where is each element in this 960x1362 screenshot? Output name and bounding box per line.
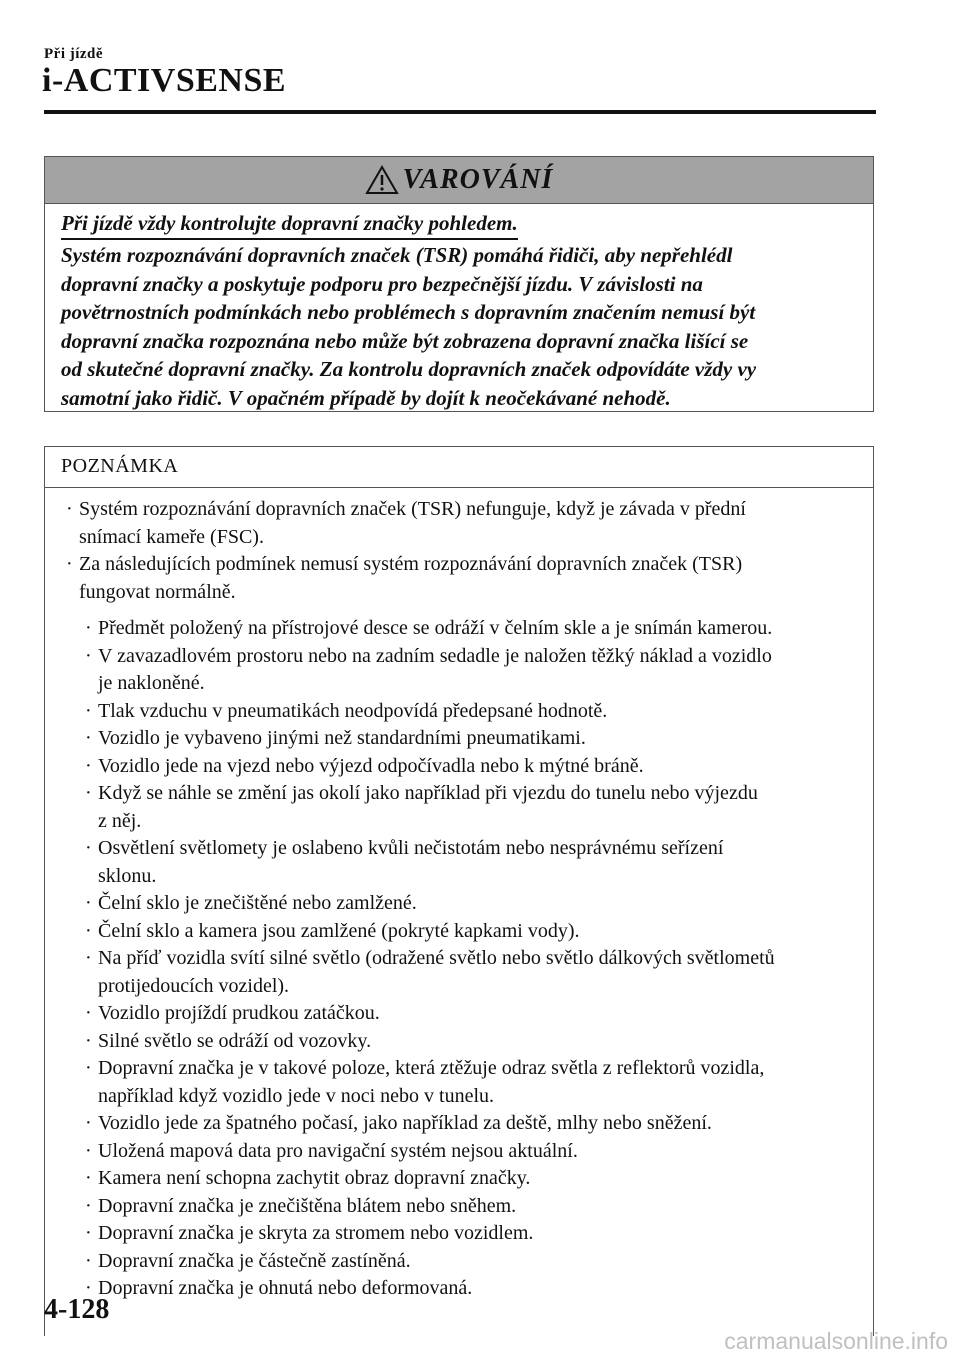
list-item xyxy=(85,643,868,698)
list-item-line xyxy=(85,1275,868,1303)
bullet-icon: · xyxy=(85,892,92,914)
warning-line: dopravní značky a poskytuje podporu pro bezpečnější jízdu. V závislosti na xyxy=(61,271,703,296)
list-item xyxy=(85,918,868,946)
bullet-icon: · xyxy=(85,1139,92,1162)
warning-line: od skutečné dopravní značky. Za kontrolu dopravních značek odpovídáte vždy vy xyxy=(61,357,757,381)
bullet-icon: · xyxy=(85,1277,92,1299)
list-item-line xyxy=(85,753,868,781)
list-item-line xyxy=(85,918,868,946)
watermark: carmanualsonline.info xyxy=(724,1328,948,1354)
list-item xyxy=(85,725,868,753)
bullet-icon: · xyxy=(85,699,92,722)
list-item-line xyxy=(98,670,868,698)
warning-title: VAROVÁNÍ xyxy=(402,164,554,195)
list-item-line xyxy=(85,1000,868,1028)
list-item-text: Dopravní značka je znečištěna blátem nebo sněhem. xyxy=(98,1194,517,1217)
bullet-icon: · xyxy=(85,782,92,804)
list-item-line xyxy=(85,1193,868,1221)
list-item-text: Dopravní značka je částečně zastíněná. xyxy=(98,1249,411,1272)
list-item-line xyxy=(85,1055,868,1083)
list-item-line xyxy=(85,1248,868,1276)
list-item-text: Vozidlo projíždí prudkou zatáčkou. xyxy=(98,1002,380,1024)
list-item xyxy=(85,1220,868,1248)
list-item xyxy=(85,698,868,726)
list-item-text: Dopravní značka je ohnutá nebo deformovaná. xyxy=(98,1277,473,1299)
list-item-text: Předmět položený na přístrojové desce se odráží v čelním skle a je snímán kamerou. xyxy=(98,617,773,639)
list-item-text: Silné světlo se odráží od vozovky. xyxy=(98,1029,372,1052)
list-item-line xyxy=(85,890,868,918)
list-item xyxy=(85,1275,868,1303)
list-item xyxy=(85,1138,868,1166)
list-item xyxy=(85,835,868,890)
warning-body xyxy=(61,241,861,412)
bullet-icon: · xyxy=(85,727,92,749)
list-item-line xyxy=(98,808,868,836)
list-item-text: V zavazadlovém prostoru nebo na zadním sedadle je naložen těžký náklad a vozidlo xyxy=(98,644,772,667)
bullet-icon: · xyxy=(85,1002,92,1024)
list-item xyxy=(66,496,859,551)
list-item-text: Na příď vozidla svítí silné světlo (odražené světlo nebo světlo dálkových světlometů xyxy=(98,947,775,969)
bullet-icon: · xyxy=(66,553,73,575)
bullet-icon: · xyxy=(85,1249,92,1272)
list-item-text: Vozidlo jede na vjezd nebo výjezd odpočívadla nebo k mýtné bráně. xyxy=(98,754,644,777)
list-item-text: Systém rozpoznávání dopravních značek (TSR) nefunguje, když je závada v přední xyxy=(79,498,746,520)
list-item-text: Kamera není schopna zachytit obraz dopravní značky. xyxy=(98,1167,531,1189)
list-item-line xyxy=(85,1028,868,1056)
list-item-line xyxy=(79,579,859,607)
list-item-line xyxy=(79,524,859,552)
warning-lead: Při jízdě vždy kontrolujte dopravní značky pohledem. xyxy=(61,209,518,240)
warning-box xyxy=(44,156,874,412)
list-item-text: Čelní sklo je znečištěné nebo zamlžené. xyxy=(98,892,417,914)
list-item xyxy=(85,753,868,781)
bullet-icon: · xyxy=(85,1167,92,1189)
warning-header xyxy=(45,157,873,204)
warning-line: samotní jako řidič. V opačném případě by dojít k neočekávané nehodě. xyxy=(61,385,671,410)
title-rule xyxy=(44,110,876,114)
page-number: 4-128 xyxy=(44,1294,110,1325)
list-item xyxy=(85,890,868,918)
list-item-text: je nakloněné. xyxy=(98,672,205,694)
warning-line: Systém rozpoznávání dopravních značek (TSR) pomáhá řidiči, aby nepřehlédl xyxy=(61,243,733,267)
list-item-line xyxy=(85,1138,868,1166)
list-item xyxy=(85,780,868,835)
bullet-icon: · xyxy=(85,644,92,667)
list-item-line xyxy=(85,1165,868,1193)
list-item xyxy=(85,1193,868,1221)
list-item-text: Čelní sklo a kamera jsou zamlžené (pokryté kapkami vody). xyxy=(98,919,580,942)
list-item xyxy=(85,615,868,643)
bullet-icon: · xyxy=(85,919,92,942)
bullet-icon: · xyxy=(85,1194,92,1217)
list-item-line xyxy=(66,496,859,524)
list-item-line xyxy=(85,1110,868,1138)
list-item-text: Dopravní značka je v takové poloze, která ztěžuje odraz světla z reflektorů vozidla, xyxy=(98,1057,765,1079)
list-item-line xyxy=(85,780,868,808)
bullet-icon: · xyxy=(66,498,73,520)
list-item-line xyxy=(98,1083,868,1111)
bullet-icon: · xyxy=(85,617,92,639)
list-item xyxy=(85,1055,868,1110)
bullet-icon: · xyxy=(85,947,92,969)
bullet-icon: · xyxy=(85,1057,92,1079)
list-item-text: z něj. xyxy=(98,809,142,832)
list-item-line xyxy=(85,725,868,753)
note-title: POZNÁMKA xyxy=(61,455,179,477)
list-item-line xyxy=(85,643,868,671)
list-item-text: Vozidlo je vybaveno jinými než standardními pneumatikami. xyxy=(98,727,586,749)
list-item-text: snímací kameře (FSC). xyxy=(79,525,264,548)
list-item-text: Uložená mapová data pro navigační systém nejsou aktuální. xyxy=(98,1139,578,1162)
bullet-icon: · xyxy=(85,754,92,777)
list-item xyxy=(85,1028,868,1056)
warning-line: dopravní značka rozpoznána nebo může být zobrazena dopravní značka lišící se xyxy=(61,328,749,353)
list-item-line xyxy=(85,835,868,863)
list-item-text: například když vozidlo jede v noci nebo v tunelu. xyxy=(98,1084,495,1107)
warning-line: povětrnostních podmínkách nebo problémech s dopravním značením nemusí být xyxy=(61,300,756,324)
list-item-line xyxy=(85,945,868,973)
bullet-icon: · xyxy=(85,1029,92,1052)
list-item-text: Dopravní značka je skryta za stromem nebo vozidlem. xyxy=(98,1222,534,1244)
list-item xyxy=(85,1165,868,1193)
list-item-text: Osvětlení světlomety je oslabeno kvůli nečistotám nebo nesprávnému seřízení xyxy=(98,837,724,859)
note-rule xyxy=(45,487,873,488)
bullet-icon: · xyxy=(85,837,92,859)
list-item xyxy=(85,945,868,1000)
list-item-text: Tlak vzduchu v pneumatikách neodpovídá předepsané hodnotě. xyxy=(98,699,608,722)
list-item-text: Za následujících podmínek nemusí systém rozpoznávání dopravních značek (TSR) xyxy=(79,553,743,575)
list-item-line xyxy=(66,551,859,579)
section-label: Při jízdě xyxy=(44,46,104,62)
list-item-line xyxy=(98,973,868,1001)
list-item-line xyxy=(85,1220,868,1248)
bullet-icon: · xyxy=(85,1222,92,1244)
section-title: i-ACTIVSENSE xyxy=(42,62,287,99)
list-item xyxy=(85,1248,868,1276)
list-item-text: fungovat normálně. xyxy=(79,580,236,603)
warning-triangle-icon xyxy=(365,165,399,195)
list-item-text: Vozidlo jede za špatného počasí, jako například za deště, mlhy nebo sněžení. xyxy=(98,1112,712,1134)
list-item-line xyxy=(85,698,868,726)
list-item xyxy=(85,1000,868,1028)
list-item xyxy=(66,551,859,606)
list-item-line xyxy=(85,615,868,643)
note-box xyxy=(44,446,874,1336)
list-item-text: sklonu. xyxy=(98,864,157,887)
bullet-icon: · xyxy=(85,1112,92,1134)
list-item-line xyxy=(98,863,868,891)
list-item-text: Když se náhle se změní jas okolí jako například při vjezdu do tunelu nebo výjezdu xyxy=(98,782,758,804)
list-item-text: protijedoucích vozidel). xyxy=(98,974,290,997)
list-item xyxy=(85,1110,868,1138)
